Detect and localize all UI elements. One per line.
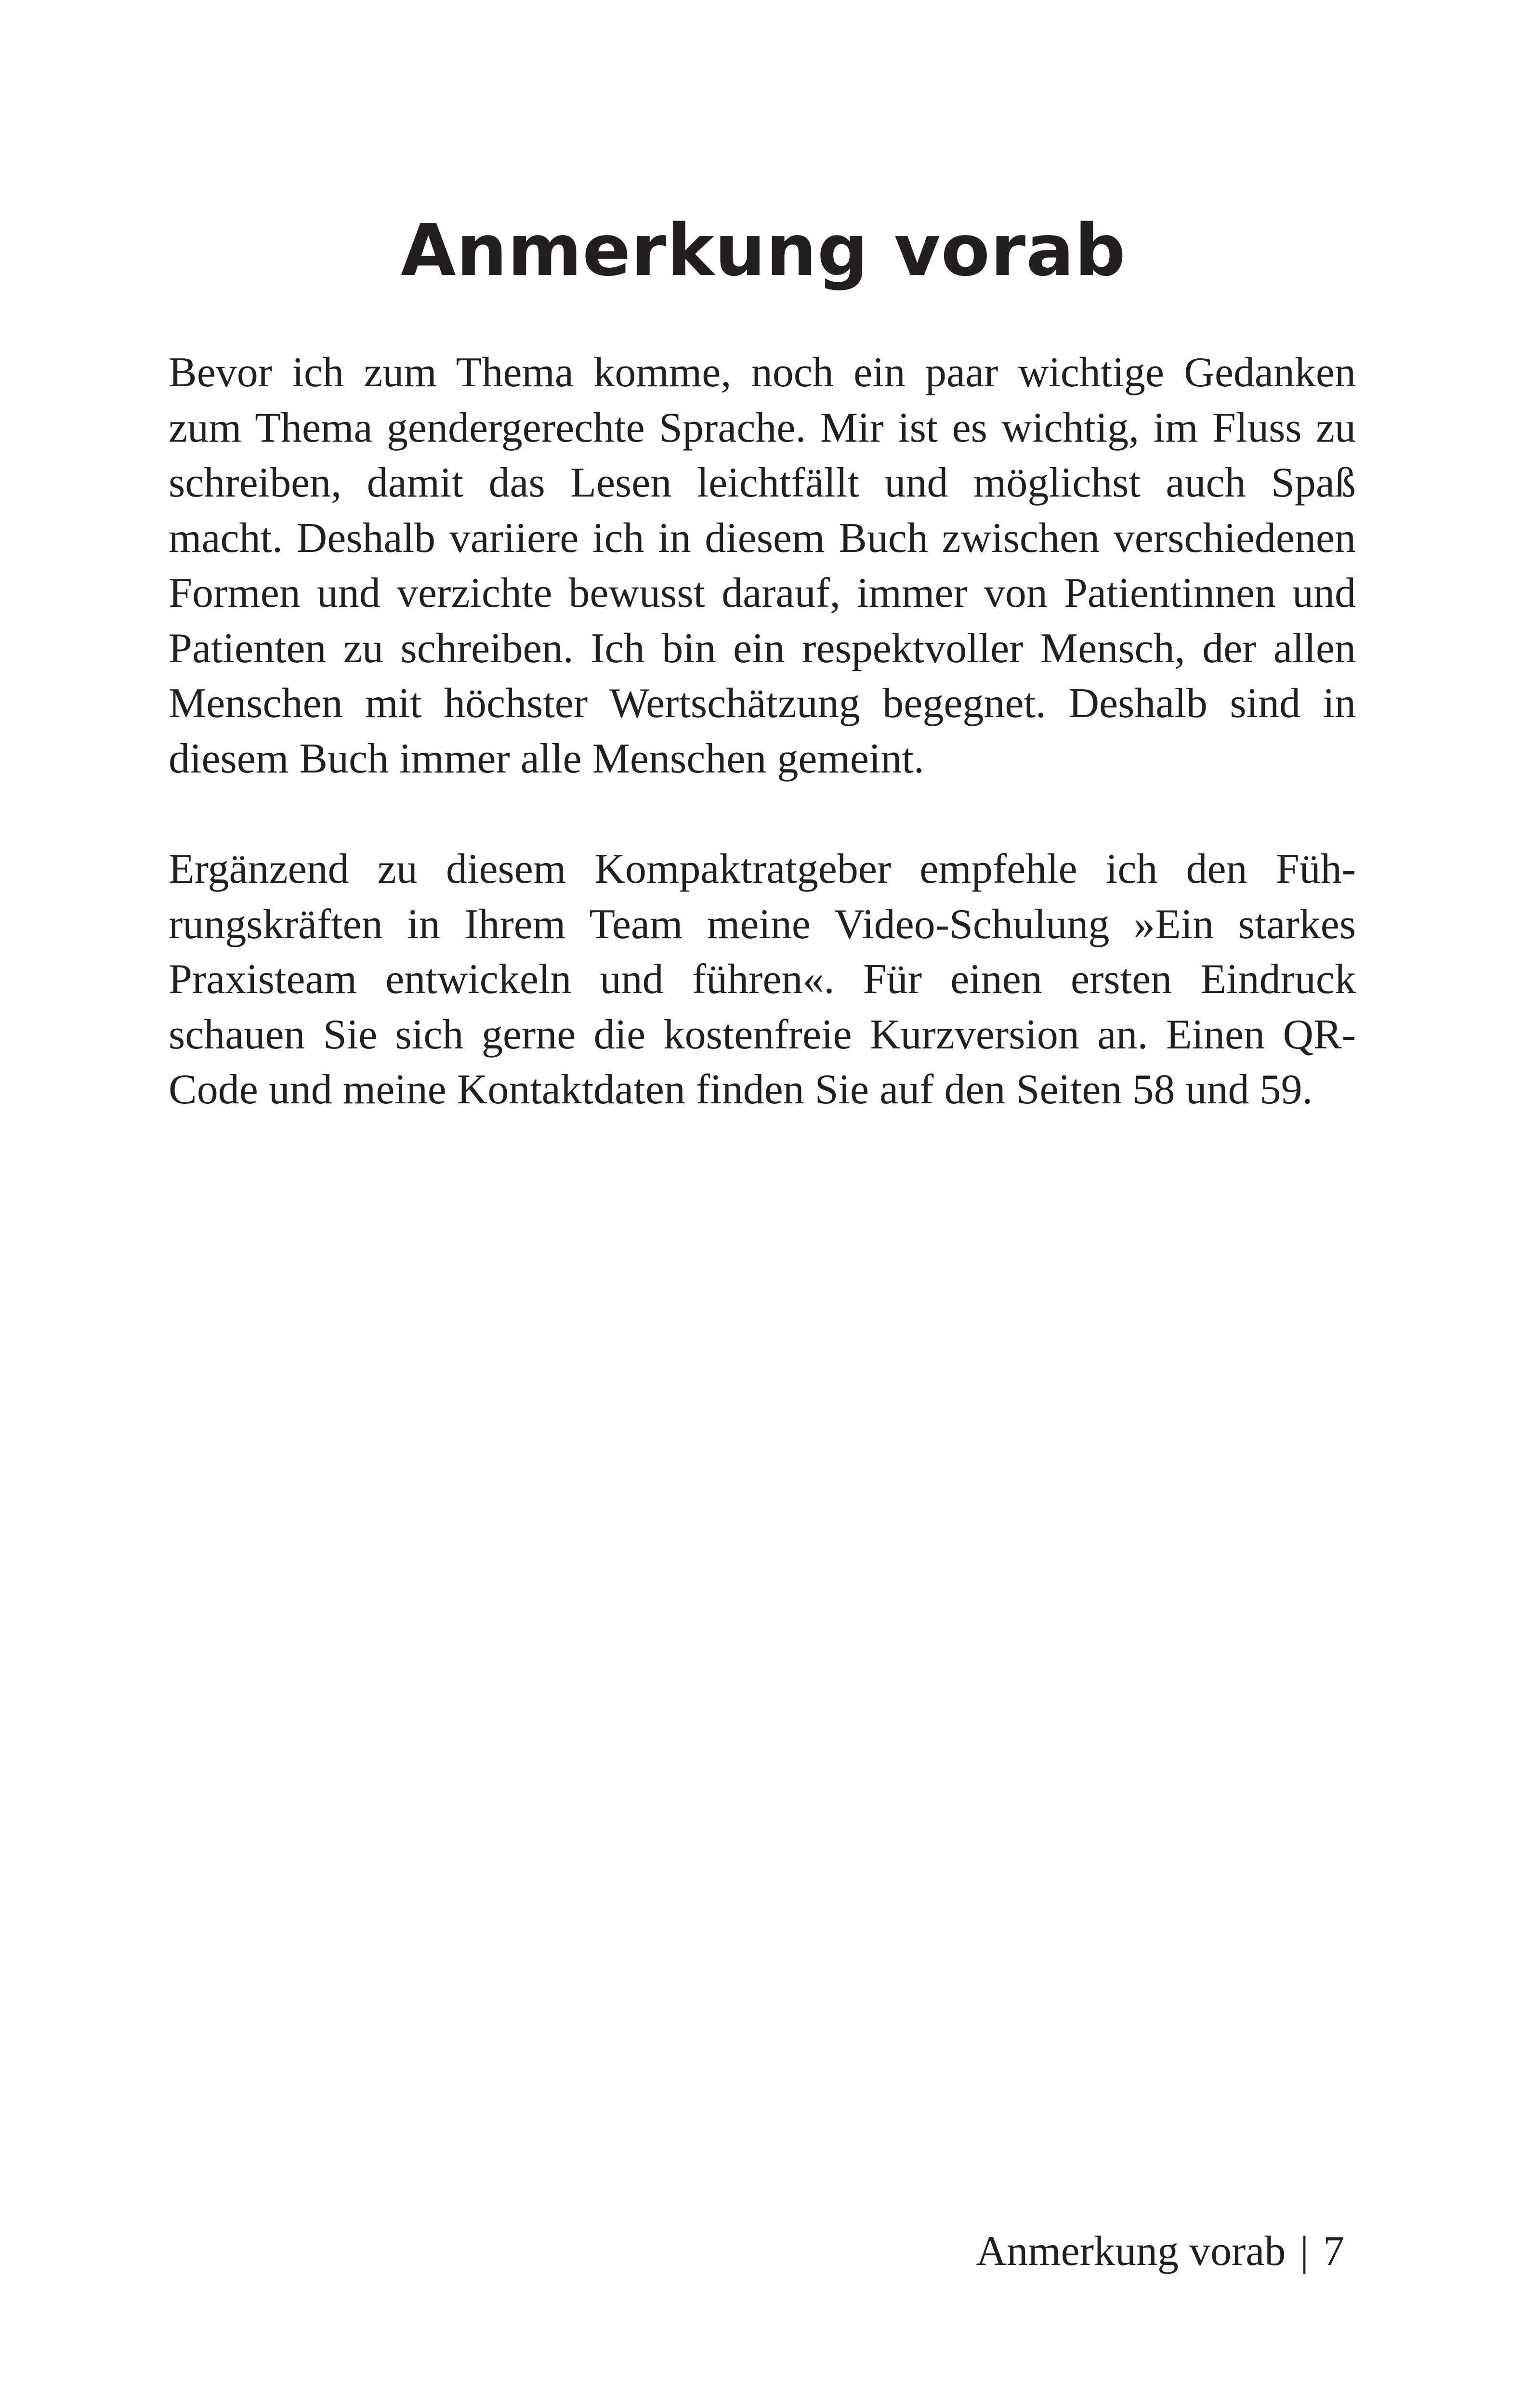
footer-separator: |	[1300, 2228, 1309, 2275]
text-line: Praxisteam entwickeln und führen«. Für einen ersten Eindruck	[169, 956, 1356, 1003]
text-line: macht. Deshalb variiere ich in diesem Buch zwischen verschiedenen	[169, 514, 1356, 562]
text-line: Ergänzend zu diesem Kompaktratgeber empfehle ich den Füh-	[169, 846, 1356, 892]
page-title: Anmerkung vorab	[400, 209, 1127, 292]
text-line: Code und meine Kontaktdaten finden Sie auf den Seiten 58 und 59.	[169, 1066, 1313, 1113]
paragraph-video-course	[169, 842, 1356, 1118]
text-line: schreiben, damit das Lesen leichtfällt und möglichst auch Spaß	[169, 459, 1356, 506]
text-line: Formen und verzichte bewusst darauf, immer von Patientinnen und	[169, 570, 1356, 616]
text-line: Bevor ich zum Thema komme, noch ein paar wichtige Gedanken	[169, 349, 1356, 396]
text-line: zum Thema gendergerechte Sprache. Mir ist es wichtig, im Fluss zu	[169, 404, 1356, 451]
paragraph-gender-note	[169, 345, 1356, 786]
text-line: schauen Sie sich gerne die kostenfreie Kurzversion an. Einen QR-	[169, 1011, 1356, 1058]
text-line: rungskräften in Ihrem Team meine Video-Schulung »Ein starkes	[169, 901, 1356, 948]
page-number: 7	[1323, 2228, 1344, 2275]
text-line: Patienten zu schreiben. Ich bin ein respektvoller Mensch, der allen	[169, 625, 1356, 672]
running-title: Anmerkung vorab	[976, 2228, 1286, 2275]
page-footer	[976, 2223, 1344, 2280]
text-line: diesem Buch immer alle Menschen gemeint.	[169, 735, 924, 782]
text-line: Menschen mit höchster Wertschätzung begegnet. Deshalb sind in	[169, 680, 1356, 727]
